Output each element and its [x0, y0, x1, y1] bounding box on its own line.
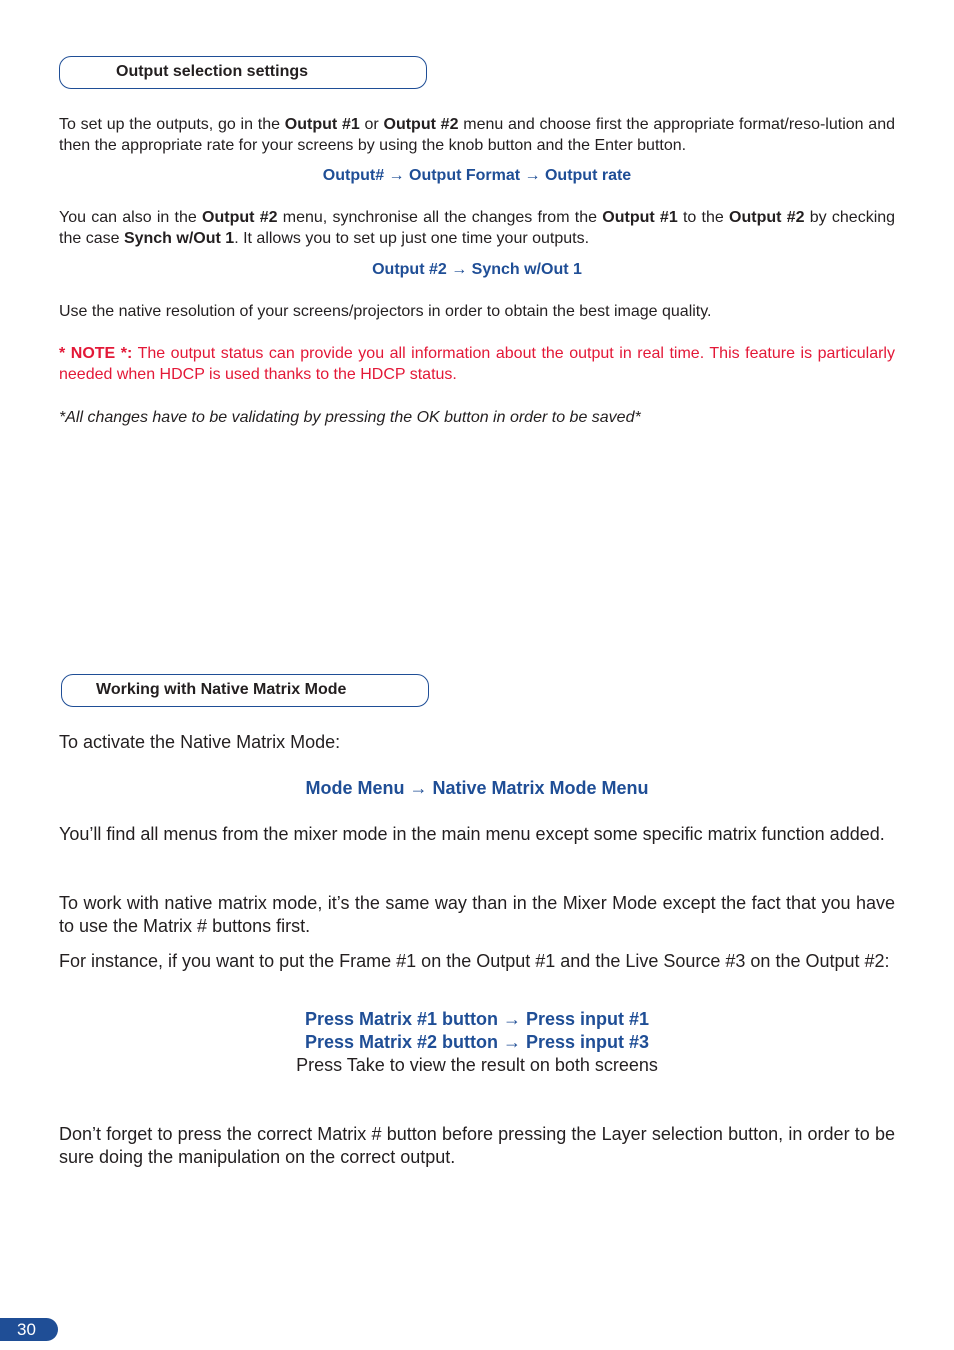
- note-paragraph: * NOTE *: The output status can provide you all information about the output in real time. This feature is particularly needed when HDCP is used thanks to the HDCP status.: [59, 345, 895, 383]
- step-matrix-1: Press Matrix #1 button → Press input #1: [304, 1009, 650, 1029]
- layer-selection-reminder: Don’t forget to press the correct Matrix # button before pressing the Layer selection button, in order to be sure doing the manipulation on the correct output.: [59, 1124, 895, 1167]
- output-2-term: Output #2: [383, 116, 459, 133]
- activate-intro: To activate the Native Matrix Mode:: [59, 732, 341, 752]
- menu-path-synch: Output #2 → Synch w/Out 1: [372, 261, 582, 278]
- step-matrix-2: Press Matrix #2 button → Press input #3: [304, 1032, 650, 1052]
- page-number-badge: [0, 1318, 58, 1341]
- menu-path-native-matrix: Mode Menu → Native Matrix Mode Menu: [305, 778, 649, 798]
- example-paragraph: For instance, if you want to put the Frame #1 on the Output #1 and the Live Source #3 on the Output #2:: [59, 951, 890, 971]
- synch-paragraph: You can also in the Output #2 menu, synchronise all the changes from the Output #1 to the Output #2 by checking the case Synch w/Out 1. It allows you to set up just one time your outputs.: [59, 209, 896, 247]
- save-reminder: *All changes have to be validating by pressing the OK button in order to be saved*: [59, 409, 641, 426]
- menu-path-output-format: Output# → Output Format → Output rate: [322, 167, 632, 184]
- step-take: Press Take to view the result on both screens: [296, 1055, 658, 1075]
- note-label: * NOTE *:: [59, 345, 133, 362]
- section-heading-text: Working with Native Matrix Mode: [96, 681, 347, 698]
- matrix-buttons-paragraph: To work with native matrix mode, it’s the same way than in the Mixer Mode except the fact that you have to use the Matrix # buttons first.: [59, 893, 895, 936]
- section-heading-output-selection: [59, 56, 427, 89]
- section-heading-text: Output selection settings: [116, 63, 309, 80]
- output-1-term: Output #1: [284, 116, 360, 133]
- menus-paragraph: You’ll find all menus from the mixer mode in the main menu except some specific matrix function added.: [59, 824, 885, 844]
- page-number: 30: [17, 1320, 36, 1339]
- native-resolution-tip: Use the native resolution of your screens/projectors in order to obtain the best image quality.: [59, 303, 712, 320]
- output-setup-paragraph: To set up the outputs, go in the Output #1 or Output #2 menu and choose first the appropriate format/reso-lution and then the appropriate rate for your screens by using the knob button and the Enter button.: [59, 116, 896, 154]
- section-heading-native-matrix: [61, 674, 429, 707]
